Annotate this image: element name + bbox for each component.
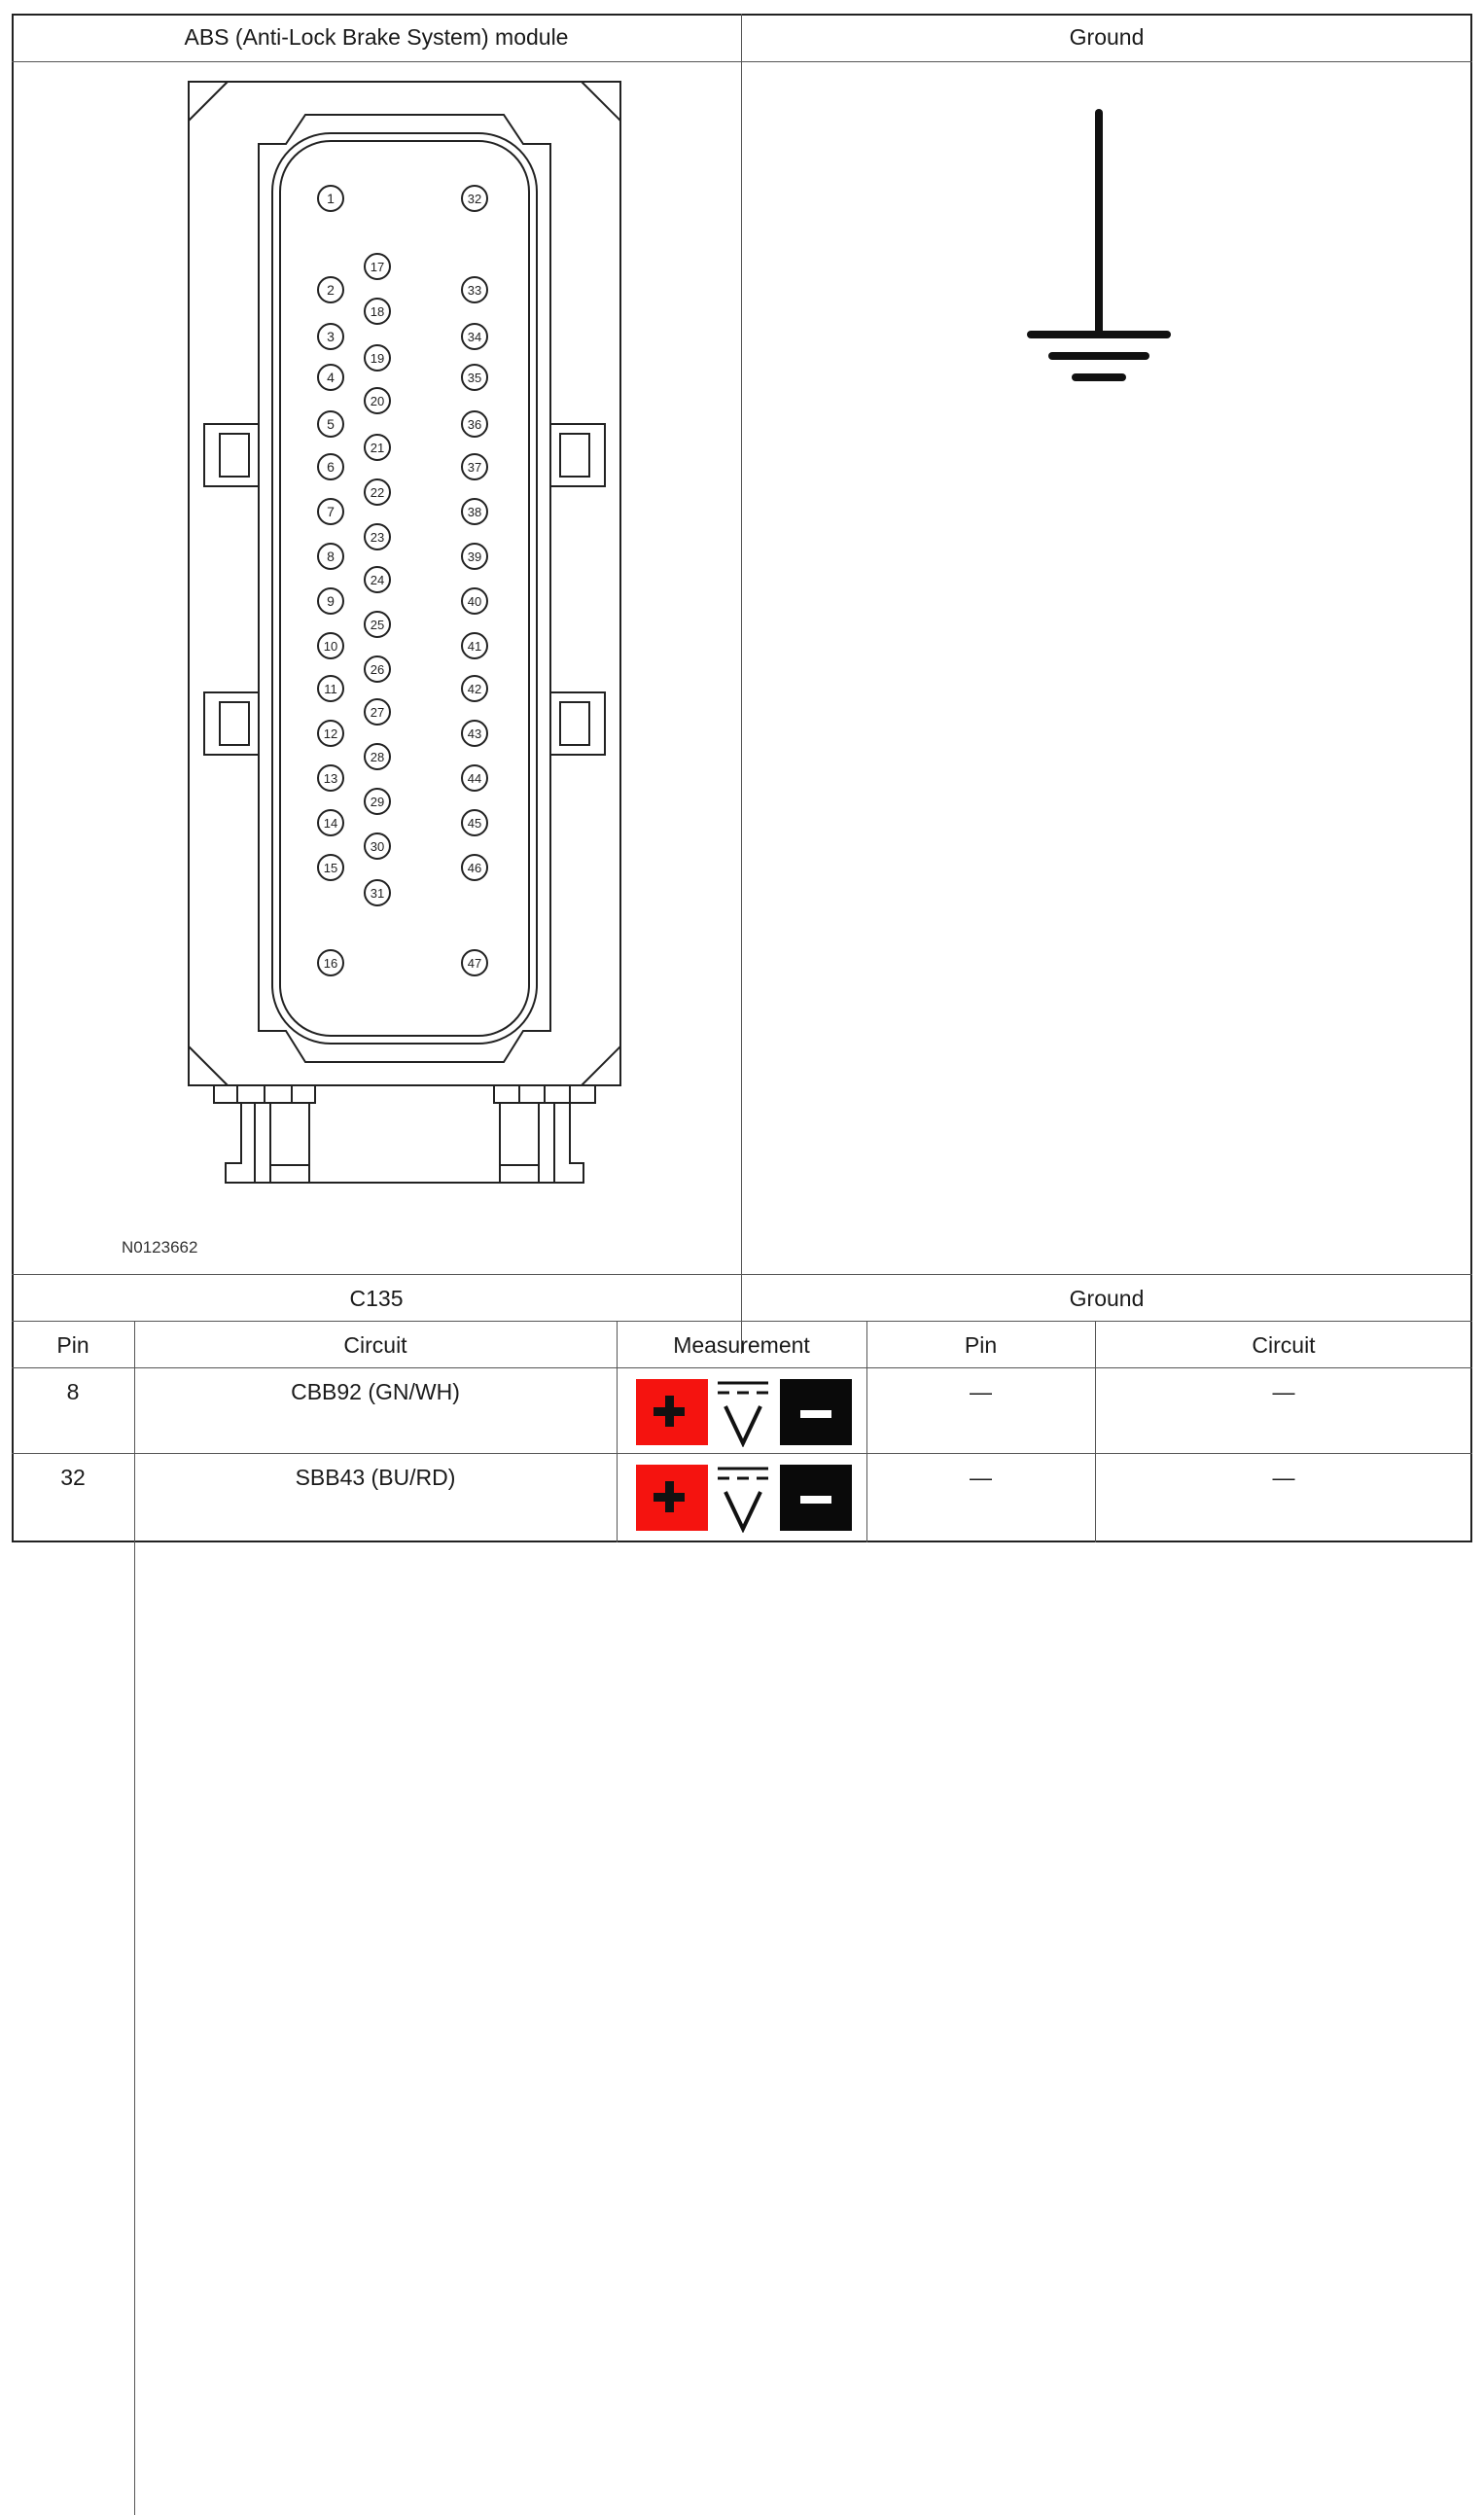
- column-divider-top: [741, 14, 742, 1354]
- pin-6: [318, 454, 343, 479]
- pin-38: [462, 499, 487, 524]
- pin-21: [365, 435, 390, 460]
- svg-text:22: 22: [370, 485, 385, 500]
- pin-9: [318, 588, 343, 614]
- pin-2: [318, 277, 343, 302]
- col-header-pin: Pin: [56, 1332, 89, 1358]
- pin-47: [462, 950, 487, 975]
- pin-16: [318, 950, 343, 975]
- svg-text:20: 20: [370, 394, 385, 408]
- pin-14: [318, 810, 343, 835]
- pin-39: [462, 544, 487, 569]
- diagram-bottom-divider: [12, 1274, 1472, 1275]
- table-header-divider: [12, 1367, 1472, 1368]
- connector-housing: [189, 82, 620, 1183]
- pin-8: [318, 544, 343, 569]
- pin-36: [462, 411, 487, 437]
- negative-probe-icon: [780, 1379, 852, 1445]
- pin-40: [462, 588, 487, 614]
- svg-text:5: 5: [327, 416, 335, 432]
- svg-text:46: 46: [467, 861, 482, 875]
- table-row-2-ground-circuit: —: [1272, 1465, 1295, 1490]
- pin-37: [462, 454, 487, 479]
- svg-text:4: 4: [327, 370, 335, 385]
- connector-c135-label: C135: [349, 1286, 404, 1311]
- svg-text:40: 40: [467, 594, 482, 609]
- pin-34: [462, 324, 487, 349]
- svg-text:12: 12: [323, 726, 338, 741]
- svg-text:25: 25: [370, 618, 385, 632]
- pin-22: [365, 479, 390, 505]
- positive-probe-icon: [636, 1379, 708, 1445]
- svg-text:3: 3: [327, 329, 335, 344]
- dc-voltage-icon: [636, 1379, 852, 1447]
- svg-text:30: 30: [370, 839, 385, 854]
- pin-42: [462, 676, 487, 701]
- svg-text:10: 10: [323, 639, 338, 654]
- pin-11: [318, 676, 343, 701]
- pin-18: [365, 299, 390, 324]
- pin-10: [318, 633, 343, 658]
- pin-44: [462, 765, 487, 791]
- svg-text:8: 8: [327, 549, 335, 564]
- ground-symbol-icon: [1021, 107, 1177, 389]
- pin-31: [365, 880, 390, 905]
- pin-12: [318, 721, 343, 746]
- dc-voltage-icon: [636, 1465, 852, 1533]
- svg-text:31: 31: [370, 886, 385, 901]
- col-header-measurement: Measurement: [673, 1332, 810, 1358]
- svg-text:44: 44: [467, 771, 482, 786]
- pin-15: [318, 855, 343, 880]
- svg-text:47: 47: [467, 956, 482, 971]
- pin-1: [318, 186, 343, 211]
- col-header-circuit-ground: Circuit: [1252, 1332, 1316, 1358]
- svg-text:43: 43: [467, 726, 482, 741]
- svg-text:42: 42: [467, 682, 482, 696]
- svg-text:9: 9: [327, 593, 335, 609]
- pin-23: [365, 524, 390, 549]
- pin-20: [365, 388, 390, 413]
- negative-probe-icon: [780, 1465, 852, 1531]
- table-row-2-circuit: SBB43 (BU/RD): [295, 1465, 456, 1490]
- table-row-1-ground-pin: —: [970, 1379, 992, 1404]
- pin-7: [318, 499, 343, 524]
- table-row-2-pin: 32: [60, 1465, 86, 1490]
- pin-41: [462, 633, 487, 658]
- dc-volts-symbol: [716, 1465, 772, 1533]
- row-divider: [12, 1453, 1472, 1454]
- pin-13: [318, 765, 343, 791]
- pin-4: [318, 365, 343, 390]
- pin-43: [462, 721, 487, 746]
- svg-text:7: 7: [327, 504, 335, 519]
- svg-text:11: 11: [324, 682, 337, 696]
- pin-46: [462, 855, 487, 880]
- ground-connector-label: Ground: [1069, 1286, 1145, 1311]
- pin-19: [365, 345, 390, 371]
- svg-text:38: 38: [467, 505, 482, 519]
- svg-text:13: 13: [323, 771, 338, 786]
- dc-volts-symbol: [716, 1379, 772, 1447]
- connector-row-divider: [12, 1321, 1472, 1322]
- svg-text:21: 21: [370, 441, 385, 455]
- svg-text:23: 23: [370, 530, 385, 545]
- svg-text:29: 29: [370, 795, 385, 809]
- figure-id: N0123662: [122, 1238, 198, 1257]
- pin-24: [365, 567, 390, 592]
- svg-text:34: 34: [467, 330, 482, 344]
- svg-text:28: 28: [370, 750, 385, 764]
- svg-text:24: 24: [370, 573, 385, 587]
- svg-text:1: 1: [327, 191, 335, 206]
- svg-text:36: 36: [467, 417, 482, 432]
- svg-text:32: 32: [467, 192, 482, 206]
- ground-title: Ground: [1069, 24, 1145, 50]
- svg-text:39: 39: [467, 549, 482, 564]
- svg-text:26: 26: [370, 662, 385, 677]
- connector-pins: [318, 186, 487, 975]
- svg-text:18: 18: [370, 304, 385, 319]
- svg-text:17: 17: [370, 260, 385, 274]
- svg-text:45: 45: [467, 816, 482, 831]
- svg-text:6: 6: [327, 459, 335, 475]
- positive-probe-icon: [636, 1465, 708, 1531]
- pin-30: [365, 833, 390, 859]
- pin-32: [462, 186, 487, 211]
- pin-28: [365, 744, 390, 769]
- pin-3: [318, 324, 343, 349]
- table-row-2-ground-pin: —: [970, 1465, 992, 1490]
- svg-text:14: 14: [323, 816, 338, 831]
- svg-text:16: 16: [323, 956, 338, 971]
- pin-5: [318, 411, 343, 437]
- table-row-1-ground-circuit: —: [1272, 1379, 1295, 1404]
- col-header-circuit: Circuit: [343, 1332, 407, 1358]
- pin-27: [365, 699, 390, 725]
- pin-29: [365, 789, 390, 814]
- table-row-1-pin: 8: [66, 1379, 80, 1404]
- module-title: ABS (Anti-Lock Brake System) module: [184, 24, 569, 50]
- svg-text:41: 41: [467, 639, 482, 654]
- connector-face-diagram: [0, 0, 741, 1274]
- pin-33: [462, 277, 487, 302]
- svg-text:19: 19: [370, 351, 385, 366]
- pin-35: [462, 365, 487, 390]
- svg-text:37: 37: [467, 460, 482, 475]
- svg-text:27: 27: [370, 705, 385, 720]
- table-row-1-circuit: CBB92 (GN/WH): [291, 1379, 460, 1404]
- col-header-pin-ground: Pin: [964, 1332, 998, 1358]
- pin-45: [462, 810, 487, 835]
- pin-17: [365, 254, 390, 279]
- svg-text:33: 33: [467, 283, 482, 298]
- pin-25: [365, 612, 390, 637]
- svg-text:35: 35: [467, 371, 482, 385]
- svg-text:15: 15: [323, 861, 338, 875]
- pin-26: [365, 656, 390, 682]
- svg-text:2: 2: [327, 282, 335, 298]
